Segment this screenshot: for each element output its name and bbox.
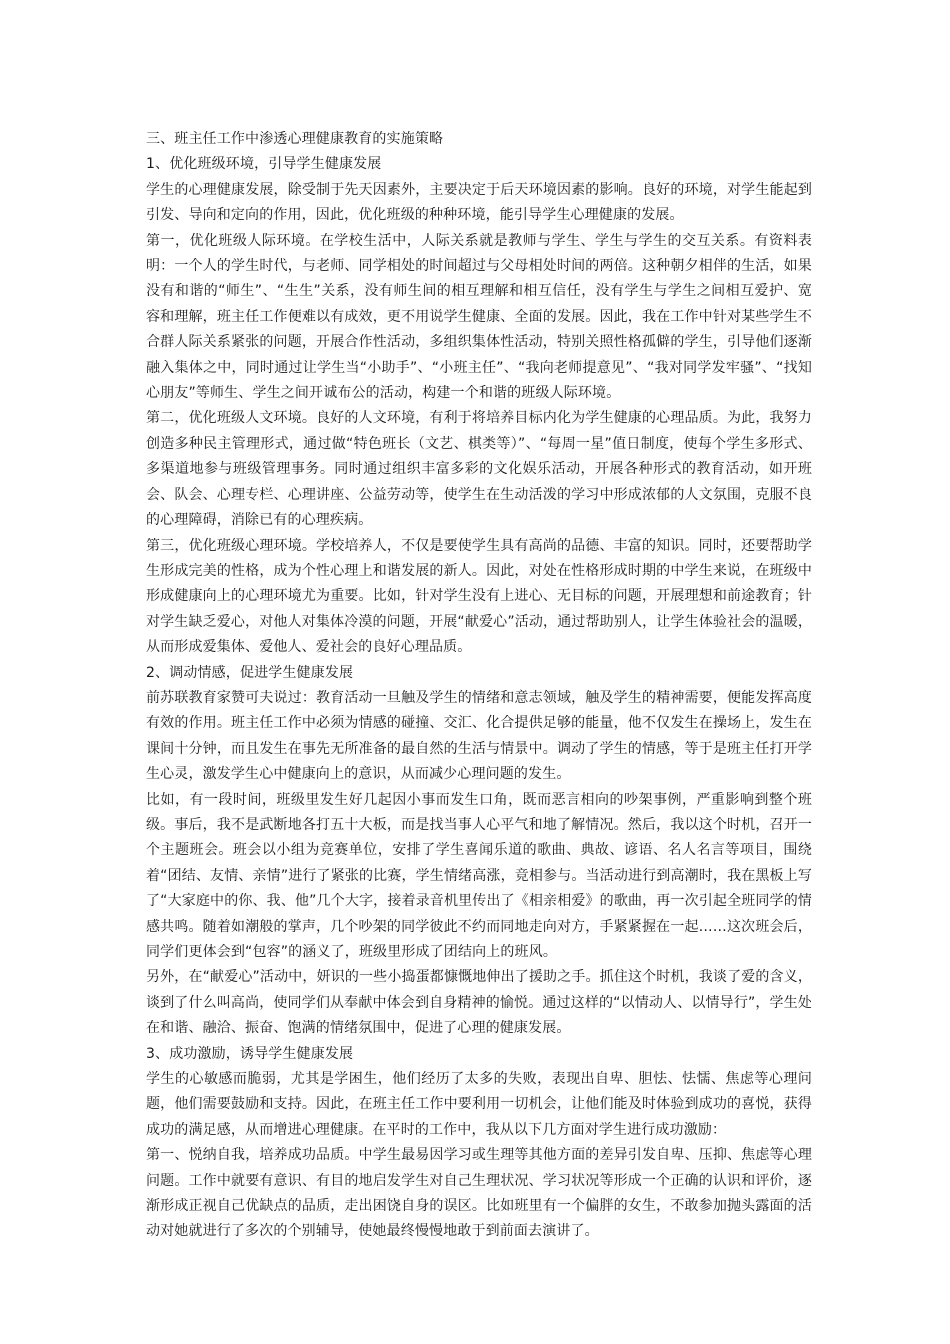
paragraph: 第三，优化班级心理环境。学校培养人，不仅是要使学生具有高尚的品德、丰富的知识。同时，还要帮助学生形成完美的性格，成为个性心理上和谐发展的新人。因此，对处在性格形成时期的中学生来说，在班级中形成健康向上的心理环境尤为重要。比如，针对学生没有上进心、无目标的问题，开展理想和前途教育；针对学生缺乏爱心，对他人对集体冷漠的问题，开展“献爱心”活动，通过帮助别人，让学生体验社会的温暖，从而形成爱集体、爱他人、爱社会的良好心理品质。 [146,537,812,656]
document-body [146,127,812,1245]
paragraph: 另外，在“献爱心”活动中，妍识的一些小捣蛋都慷慨地伸出了援助之手。抓住这个时机，我谈了爱的含义，谈到了什么叫高尚，使同学们从奉献中体会到自身精神的愉悦。通过这样的“以情动人、以情导行”，学生处在和谐、融洽、振奋、饱满的情绪氛围中，促进了心理的健康发展。 [146,969,812,1037]
paragraph: 前苏联教育家赞可夫说过：教育活动一旦触及学生的情绪和意志领域，触及学生的精神需要，便能发挥高度有效的作用。班主任工作中必须为情感的碰撞、交汇、化合提供足够的能量，他不仅发生在操场上，发生在课间十分钟，而且发生在事先无所准备的最自然的生活与情景中。调动了学生的情感，等于是班主任打开学生心灵，激发学生心中健康向上的意识，从而减少心理问题的发生。 [146,689,812,783]
subsection-heading-2: 2、调动情感，促进学生健康发展 [146,664,354,681]
subsection-heading-1: 1、优化班级环境，引导学生健康发展 [146,156,382,173]
paragraph: 第二，优化班级人文环境。良好的人文环境，有利于将培养目标内化为学生健康的心理品质。为此，我努力创造多种民主管理形式，通过做“特色班长（文艺、棋类等）”、“每周一星”值日制度，使每个学生多形式、多渠道地参与班级管理事务。同时通过组织丰富多彩的文化娱乐活动，开展各种形式的教育活动，如开班会、队会、心理专栏、心理讲座、公益劳动等，使学生在生动活泼的学习中形成浓郁的人文氛围，克服不良的心理障碍，消除已有的心理疾病。 [146,410,812,529]
paragraph: 学生的心理健康发展，除受制于先天因素外，主要决定于后天环境因素的影响。良好的环境，对学生能起到引发、导向和定向的作用，因此，优化班级的种种环境，能引导学生心理健康的发展。 [146,181,812,224]
paragraph: 比如，有一段时间，班级里发生好几起因小事而发生口角，既而恶言相向的吵架事例，严重影响到整个班级。事后，我不是武断地各打五十大板，而是找当事人心平气和地了解情况。然后，我以这个时机，召开一个主题班会。班会以小组为竞赛单位，安排了学生喜闻乐道的歌曲、典故、谚语、名人名言等项目，围绕着“团结、友情、亲情”进行了紧张的比赛，学生情绪高涨，竞相参与。当活动进行到高潮时，我在黑板上写了“大家庭中的你、我、他”几个大字，接着录音机里传出了《相亲相爱》的歌曲，再一次引起全班同学的情感共鸣。随着如潮般的掌声，几个吵架的同学彼此不约而同地走向对方，手紧紧握在一起……这次班会后，同学们更体会到“包容”的涵义了，班级里形成了团结向上的班风。 [146,791,812,960]
paragraph: 学生的心敏感而脆弱，尤其是学困生，他们经历了太多的失败，表现出自卑、胆怯、怯懦、焦虑等心理问题，他们需要鼓励和支持。因此，在班主任工作中要利用一切机会，让他们能及时体验到成功的喜悦，获得成功的满足感，从而增进心理健康。在平时的工作中，我从以下几方面对学生进行成功激励： [146,1071,812,1138]
subsection-heading-3: 3、成功激励，诱导学生健康发展 [146,1045,354,1062]
paragraph: 第一、悦纳自我，培养成功品质。中学生最易因学习或生理等其他方面的差异引发自卑、压抑、焦虑等心理问题。工作中就要有意识、有目的地启发学生对自己生理状况、学习状况等形成一个正确的认识和评价，逐渐形成正视自己优缺点的品质，走出困饶自身的误区。比如班里有一个偏胖的女生，不敢参加抛头露面的活动对她就进行了多次的个别辅导，使她最终慢慢地敢于到前面去演讲了。 [146,1147,812,1240]
section-title: 三、班主任工作中渗透心理健康教育的实施策略 [146,131,444,147]
paragraph: 第一，优化班级人际环境。在学校生活中，人际关系就是教师与学生、学生与学生的交互关系。有资料表明：一个人的学生时代，与老师、同学相处的时间超过与父母相处时间的两倍。这种朝夕相伴的生活，如果没有和谐的“师生”、“生生”关系，没有师生间的相互理解和相互信任，没有学生与学生之间相互爱护、宽容和理解，班主任工作便难以有成效，更不用说学生健康、全面的发展。因此，我在工作中针对某些学生不合群人际关系紧张的问题，开展合作性活动，多组织集体性活动，特别关照性格孤僻的学生，引导他们逐渐融入集体之中，同时通过让学生当“小助手”、“小班主任”、“我向老师提意见”、“我对同学发牢骚”、“找知心朋友”等师生、学生之间开诚布公的活动，构建一个和谐的班级人际环境。 [146,232,812,402]
